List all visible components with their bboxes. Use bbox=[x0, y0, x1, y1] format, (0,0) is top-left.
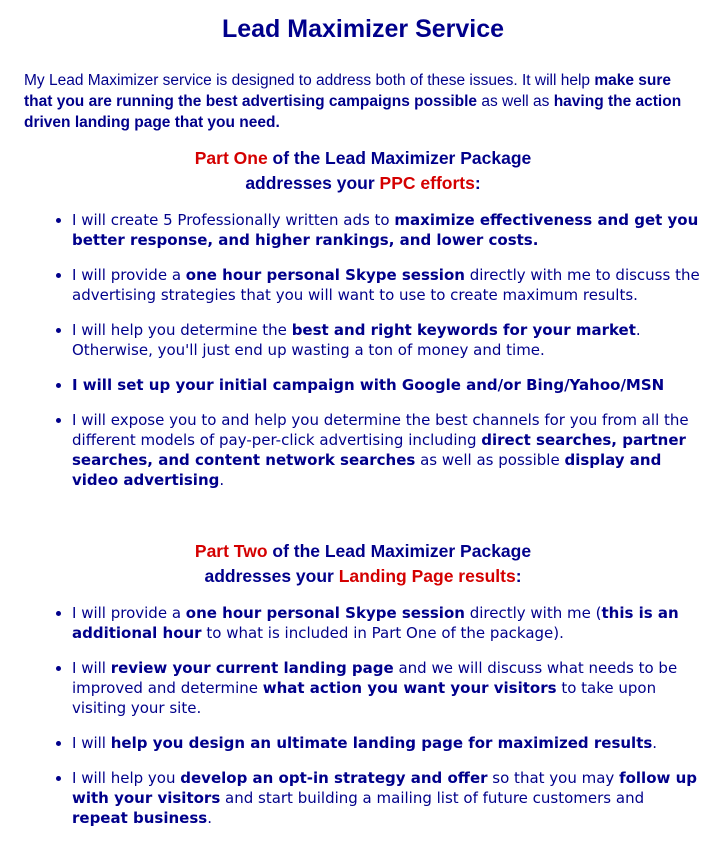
section-part-two bbox=[24, 539, 702, 828]
bold-text: develop an opt-in strategy and offer bbox=[180, 769, 488, 787]
bold-text: maximize effectiveness and get you better response, and higher rankings, and lower costs. bbox=[72, 211, 699, 249]
part-one-bullet-list bbox=[24, 210, 702, 490]
bold-text: one hour personal Skype session bbox=[185, 266, 465, 284]
list-item bbox=[72, 210, 702, 250]
bold-text: direct searches, partner searches, and content network searches bbox=[72, 431, 686, 469]
text-segment: addresses your bbox=[245, 173, 380, 193]
text-segment: I will provide a bbox=[72, 266, 186, 284]
list-item bbox=[72, 768, 702, 828]
bold-text: follow up with your visitors bbox=[72, 769, 697, 807]
bold-text: help you design an ultimate landing page for maximized results bbox=[110, 734, 653, 752]
part-two-bullet-list bbox=[24, 603, 702, 828]
bold-text: one hour personal Skype session bbox=[185, 604, 465, 622]
highlight-text: Landing Page results bbox=[338, 566, 516, 586]
text-segment: . Otherwise, you'll just end up wasting a ton of money and time. bbox=[72, 321, 641, 359]
text-segment: directly with me ( bbox=[464, 604, 602, 622]
text-segment: . bbox=[219, 471, 225, 489]
text-segment: : bbox=[515, 566, 522, 586]
text-segment: . bbox=[207, 809, 212, 827]
bold-text: review your current landing page bbox=[110, 659, 394, 677]
text-segment: . bbox=[652, 734, 658, 752]
text-segment: I will help you bbox=[72, 769, 181, 787]
bold-text: display and video advertising bbox=[72, 451, 662, 489]
part-one-heading bbox=[24, 146, 702, 196]
bold-text: best and right keywords for your market bbox=[291, 321, 636, 339]
list-item bbox=[72, 603, 702, 643]
highlight-text: Part One bbox=[194, 148, 268, 168]
text-segment: I will bbox=[72, 734, 111, 752]
text-segment: addresses your bbox=[204, 566, 339, 586]
part-two-heading-line1 bbox=[24, 539, 702, 564]
list-item bbox=[72, 733, 702, 753]
intro-paragraph bbox=[24, 70, 702, 133]
text-segment: to take upon visiting your site. bbox=[72, 679, 657, 717]
text-segment: and we will discuss what needs to be improved and determine bbox=[72, 659, 678, 697]
bold-text: this is an additional hour bbox=[72, 604, 679, 642]
text-segment: so that you may bbox=[487, 769, 620, 787]
text-segment: I will create 5 Professionally written ads to bbox=[72, 211, 395, 229]
highlight-text: Part Two bbox=[194, 541, 268, 561]
section-part-one bbox=[24, 146, 702, 490]
list-item bbox=[72, 320, 702, 360]
text-segment: of the Lead Maximizer Package bbox=[267, 148, 532, 168]
part-two-heading bbox=[24, 539, 702, 589]
bold-text: what action you want your visitors bbox=[262, 679, 557, 697]
bold-text: make sure that you are running the best advertising campaigns possible bbox=[24, 72, 672, 110]
list-item bbox=[72, 410, 702, 490]
page-title: Lead Maximizer Service bbox=[221, 15, 505, 43]
part-one-heading-line2 bbox=[24, 171, 702, 196]
text-segment: I will expose you to and help you determine the best channels for you from all the different models of pay-per-click advertising including bbox=[72, 411, 689, 449]
list-item bbox=[72, 658, 702, 718]
bold-text: having the action driven landing page that you need. bbox=[24, 93, 682, 131]
part-two-heading-line2 bbox=[24, 564, 702, 589]
text-segment: My Lead Maximizer service is designed to address both of these issues. It will help bbox=[24, 72, 595, 89]
list-item bbox=[72, 375, 702, 395]
text-segment: as well as possible bbox=[415, 451, 565, 469]
text-segment: to what is included in Part One of the package). bbox=[201, 624, 564, 642]
list-item bbox=[72, 265, 702, 305]
text-segment: : bbox=[474, 173, 481, 193]
text-segment: and start building a mailing list of future customers and bbox=[220, 789, 645, 807]
text-segment: I will help you determine the bbox=[72, 321, 292, 339]
part-one-heading-line1 bbox=[24, 146, 702, 171]
bold-text: repeat business bbox=[72, 809, 208, 827]
text-segment: as well as bbox=[477, 93, 554, 110]
text-segment: of the Lead Maximizer Package bbox=[267, 541, 532, 561]
highlight-text: PPC efforts bbox=[379, 173, 475, 193]
text-segment: I will provide a bbox=[72, 604, 186, 622]
text-segment: directly with me to discuss the advertising strategies that you will want to use to create maximum results. bbox=[72, 266, 700, 304]
text-segment: I will bbox=[72, 659, 111, 677]
bold-text: I will set up your initial campaign with Google and/or Bing/Yahoo/MSN bbox=[72, 376, 665, 394]
